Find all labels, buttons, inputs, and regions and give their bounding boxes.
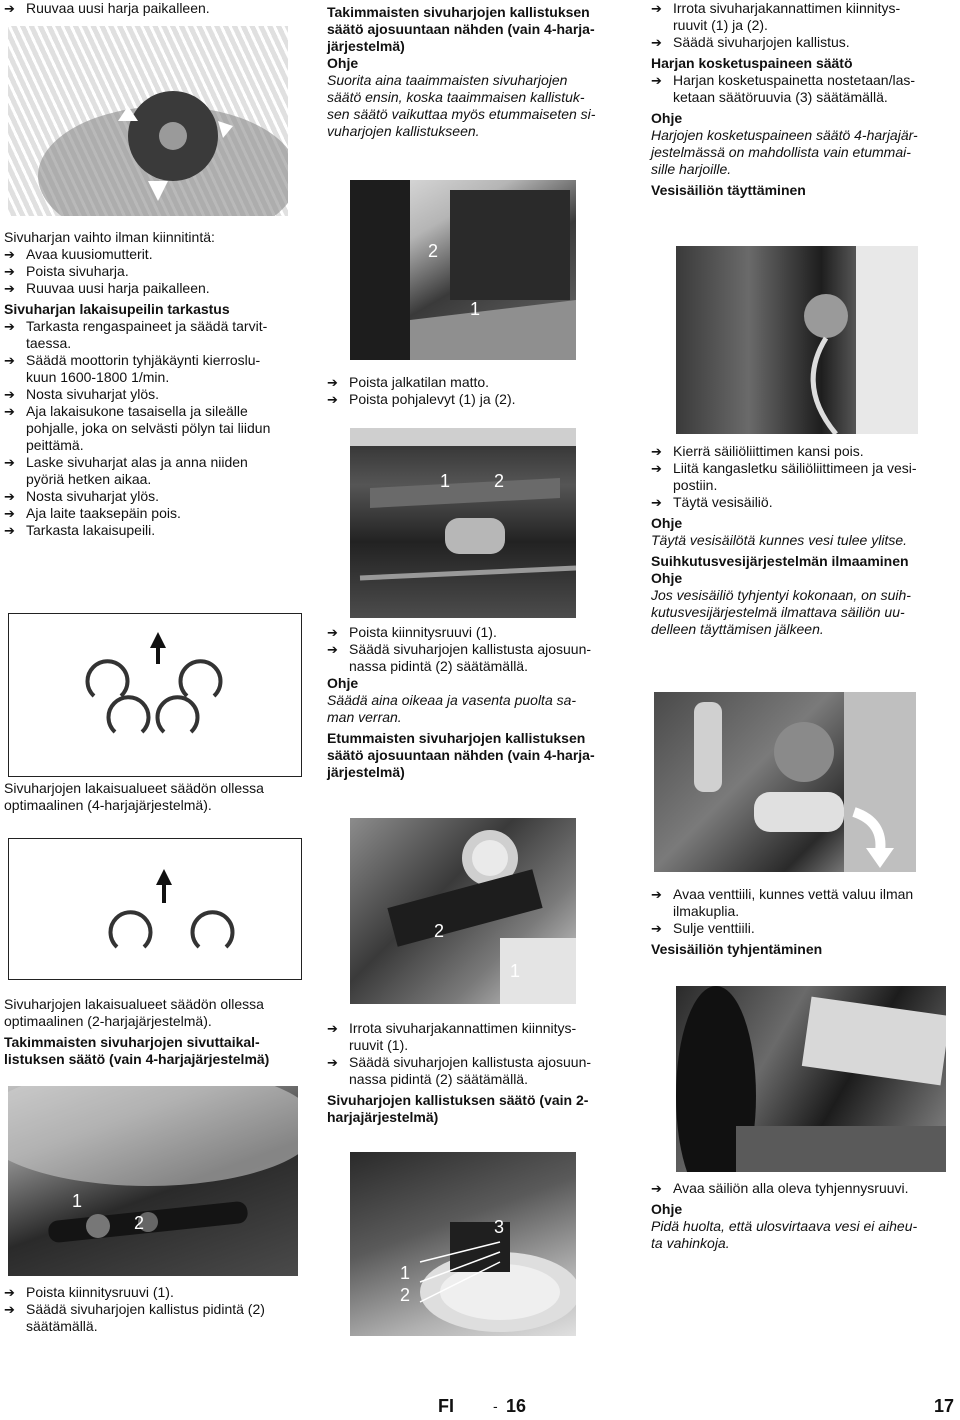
step: ➔ Avaa kuusiomutterit. <box>4 246 153 262</box>
ohje-label: Ohje <box>651 1201 683 1217</box>
footer-sep: - <box>493 1398 498 1414</box>
arrow-right-icon: ➔ <box>327 642 338 657</box>
holder-illustration <box>8 1086 298 1276</box>
arrow-right-icon: ➔ <box>4 523 15 538</box>
arrow-up-icon <box>156 869 172 903</box>
valve-illustration <box>654 692 916 872</box>
arrow-right-icon: ➔ <box>651 1181 662 1196</box>
arrow-up-icon <box>150 632 166 664</box>
step: ➔ Poista sivuharja. <box>4 263 129 279</box>
step: ➔ Liitä kangasletku säiliöliittimeen ja vesi- postiin. <box>651 460 917 493</box>
photo-tank-filler <box>676 246 918 434</box>
photo-front-brush-mount: 2 1 <box>350 818 576 1004</box>
arrow-right-icon: ➔ <box>327 1055 338 1070</box>
ohje-label: Ohje <box>651 515 683 531</box>
step: ➔ Säädä sivuharjojen kallistusta ajosuun- nassa pidintä (2) säätämällä. <box>327 641 592 674</box>
step: ➔ Poista jalkatilan matto. <box>327 374 490 390</box>
photo-2-brush-tilt: 3 1 2 <box>350 1152 576 1336</box>
underbody-illustration <box>350 428 576 618</box>
ohje-label: Ohje <box>651 110 683 126</box>
arrow-right-icon: ➔ <box>651 35 662 50</box>
rear-lateral-heading: Takimmaisten sivuharjojen sivuttaikal- <box>4 1034 260 1050</box>
sweep-pattern-illustration <box>9 839 301 979</box>
ohje-label: Ohje <box>327 55 359 71</box>
step: ➔ Poista kiinnitysruuvi (1). <box>327 624 497 640</box>
column-c-fill: ➔ Kierrä säiliöliittimen kansi pois. ➔ Liitä kangasletku säiliöliittimeen ja vesi- postiin. ➔ Täytä vesisäiliö. Ohje Täytä vesisäilötä kunnes vesi tulee ylitse. Suihkutusvesijärjestelmän ilmaaminen Ohje Jos vesisäiliö tyhjentyi kokonaan, on suih- kutusvesijärjestelmä ilmattava säiliön uu- delleen täyttämisen jälkeen. <box>651 443 951 638</box>
column-c-empty: ➔ Avaa säiliön alla oleva tyhjennysruuvi. Ohje Pidä huolta, että ulosvirtaava vesi ei aiheu- ta vahinkoja. <box>651 1180 951 1252</box>
step: ➔ Irrota sivuharjakannattimen kiinnitys- ruuvit (1) ja (2). <box>651 0 901 33</box>
arrow-right-icon: ➔ <box>4 353 15 368</box>
tank-filler-illustration <box>676 246 918 434</box>
diagram-4-brush-sweep <box>8 613 302 777</box>
arrow-right-icon: ➔ <box>4 506 15 521</box>
drain-illustration <box>676 986 946 1172</box>
arrow-right-icon: ➔ <box>651 921 662 936</box>
step: ➔ Täytä vesisäiliö. <box>651 494 773 510</box>
photo-drain-screw <box>676 986 946 1172</box>
step: ➔ Irrota sivuharjakannattimen kiinnitys- ruuvit (1). <box>327 1020 577 1053</box>
step: ➔ Aja lakaisukone tasaisella ja sileälle pohjalle, joka on selvästi pölyn tai liidun peittämä. <box>4 403 271 453</box>
rear-travel-heading: Takimmaisten sivuharjojen kallistuksen <box>327 4 590 20</box>
column-c-top: ➔ Irrota sivuharjakannattimen kiinnitys- ruuvit (1) ja (2). ➔ Säädä sivuharjojen kallistus. Harjan kosketuspaineen säätö ➔ Harjan kosketuspainetta nostetaan/las- ketaan säätöruuvia (3) säätämällä. Ohje Harjojen kosketuspaineen säätö 4-harjajär- jestelmässä on mahdollista vain etummai- sille harjoille. Vesisäiliön täyttäminen <box>651 0 951 199</box>
step: ➔ Poista pohjalevyt (1) ja (2). <box>327 391 516 407</box>
arrow-right-icon: ➔ <box>4 1285 15 1300</box>
arrow-right-icon: ➔ <box>651 495 662 510</box>
column-a <box>4 0 304 17</box>
step: ➔ Ruuvaa uusi harja paikalleen. <box>4 280 210 296</box>
mirror-heading: Sivuharjan lakaisupeilin tarkastus <box>4 301 230 317</box>
arrow-right-icon: ➔ <box>651 1 662 16</box>
step: ➔ Poista kiinnitysruuvi (1). <box>4 1284 174 1300</box>
arrow-right-icon: ➔ <box>651 887 662 902</box>
tilt-illustration <box>350 1152 576 1336</box>
arrow-right-icon: ➔ <box>4 404 15 419</box>
arrow-right-icon: ➔ <box>4 455 15 470</box>
arrow-right-icon: ➔ <box>327 375 338 390</box>
arrow-right-icon: ➔ <box>327 625 338 640</box>
step: ➔ Kierrä säiliöliittimen kansi pois. <box>651 443 864 459</box>
photo-rear-brush-holder: 1 2 <box>8 1086 298 1276</box>
sweep-pattern-illustration <box>9 614 301 776</box>
ohje-label: Ohje <box>327 675 359 691</box>
diagram-2-brush-sweep <box>8 838 302 980</box>
photo-valve <box>654 692 916 872</box>
tilt2-heading: Sivuharjojen kallistuksen säätö (vain 2- <box>327 1092 589 1108</box>
arrow-right-icon: ➔ <box>4 387 15 402</box>
step: ➔ Harjan kosketuspainetta nostetaan/las- ketaan säätöruuvia (3) säätämällä. <box>651 72 916 105</box>
arrow-right-icon: ➔ <box>4 247 15 262</box>
step: ➔ Laske sivuharjat alas ja anna niiden pyöriä hetken aikaa. <box>4 454 248 487</box>
column-b-mat-steps <box>327 374 627 408</box>
change-heading: Sivuharjan vaihto ilman kiinnitintä: <box>4 229 215 245</box>
front-heading: Etummaisten sivuharjojen kallistuksen <box>327 730 586 746</box>
step: ➔ Säädä sivuharjojen kallistus. <box>651 34 850 50</box>
arrow-right-icon: ➔ <box>4 489 15 504</box>
step: ➔ Nosta sivuharjat ylös. <box>4 488 160 504</box>
step: ➔ Tarkasta lakaisupeili. <box>4 522 156 538</box>
vent-heading: Suihkutusvesijärjestelmän ilmaaminen <box>651 553 909 569</box>
front-mount-illustration <box>350 818 576 1004</box>
caption-4-brush: Sivuharjojen lakaisualueet säädön ollessa optimaalinen (4-harjajärjestelmä). <box>4 780 264 813</box>
step: ➔ Säädä sivuharjojen kallistus pidintä (2) säätämällä. <box>4 1301 265 1334</box>
footer-lang: FI <box>438 1396 454 1416</box>
arrow-right-icon: ➔ <box>4 1 15 16</box>
caption-2-brush: Sivuharjojen lakaisualueet säädön ollessa optimaalinen (2-harjajärjestelmä). Takimmaisten sivuharjojen sivuttaikal- listuksen säätö (vain 4-harjajärjestelmä) <box>4 996 304 1068</box>
step: ➔ Sulje venttiili. <box>651 920 755 936</box>
cab-floor-illustration <box>350 180 576 360</box>
photo-cab-floor: 2 1 <box>350 180 576 360</box>
arrow-right-icon: ➔ <box>4 319 15 334</box>
photo-brush-mount <box>8 26 288 216</box>
step: ➔ Nosta sivuharjat ylös. <box>4 386 160 402</box>
step: ➔ Säädä moottorin tyhjäkäynti kierroslu- kuun 1600-1800 1/min. <box>4 352 261 385</box>
page-number: 17 <box>934 1396 955 1416</box>
footer-local-page: 16 <box>506 1396 527 1416</box>
step: ➔ Aja laite taaksepäin pois. <box>4 505 181 521</box>
pressure-heading: Harjan kosketuspaineen säätö <box>651 55 853 71</box>
arrow-right-icon: ➔ <box>327 1021 338 1036</box>
step: ➔ Avaa säiliön alla oleva tyhjennysruuvi. <box>651 1180 909 1196</box>
step: ➔ Säädä sivuharjojen kallistusta ajosuun- nassa pidintä (2) säätämällä. <box>327 1054 592 1087</box>
column-a-bottom <box>4 1284 304 1335</box>
step: ➔ Ruuvaa uusi harja paikalleen. <box>4 0 210 16</box>
column-b-top: Takimmaisten sivuharjojen kallistuksen säätö ajosuuntaan nähden (vain 4-harja- järjestelmä) Ohje Suorita aina taaimmaisten sivuharjojen säätö ensin, koska taaimmaisen kallistuk- sen säätö vaikuttaa myös etummaiseten si- vuharjojen kallistukseen. <box>327 4 627 140</box>
fill-heading: Vesisäiliön täyttäminen <box>651 182 806 198</box>
step: ➔ Tarkasta rengaspaineet ja säädä tarvit- taessa. <box>4 318 268 351</box>
column-b-screw: ➔ Poista kiinnitysruuvi (1). ➔ Säädä sivuharjojen kallistusta ajosuun- nassa pidintä (2) säätämällä. Ohje Säädä aina oikeaa ja vasenta puolta sa- man verran. Etummaisten sivuharjojen kallistuksen säätö ajosuuntaan nähden (vain 4-harja- järjestelmä) <box>327 624 627 781</box>
step: ➔ Avaa venttiili, kunnes vettä valuu ilman ilmakuplia. <box>651 886 914 919</box>
arrow-right-icon: ➔ <box>651 444 662 459</box>
column-c-valve <box>651 886 951 958</box>
arrow-right-icon: ➔ <box>4 281 15 296</box>
ohje-label: Ohje <box>651 570 683 586</box>
arrow-right-icon: ➔ <box>651 461 662 476</box>
photo-underbody: 1 2 <box>350 428 576 618</box>
arrow-right-icon: ➔ <box>4 264 15 279</box>
arrow-right-icon: ➔ <box>651 73 662 88</box>
column-b-front-steps: ➔ Irrota sivuharjakannattimen kiinnitys- ruuvit (1). ➔ Säädä sivuharjojen kallistusta ajosuun- nassa pidintä (2) säätämällä. Sivuharjojen kallistuksen säätö (vain 2- harjajärjestelmä) <box>327 1020 627 1126</box>
empty-heading: Vesisäiliön tyhjentäminen <box>651 941 823 957</box>
arrow-right-icon: ➔ <box>327 392 338 407</box>
column-a-main <box>4 229 304 539</box>
photo-brush-illustration <box>8 26 288 216</box>
arrow-right-icon: ➔ <box>4 1302 15 1317</box>
